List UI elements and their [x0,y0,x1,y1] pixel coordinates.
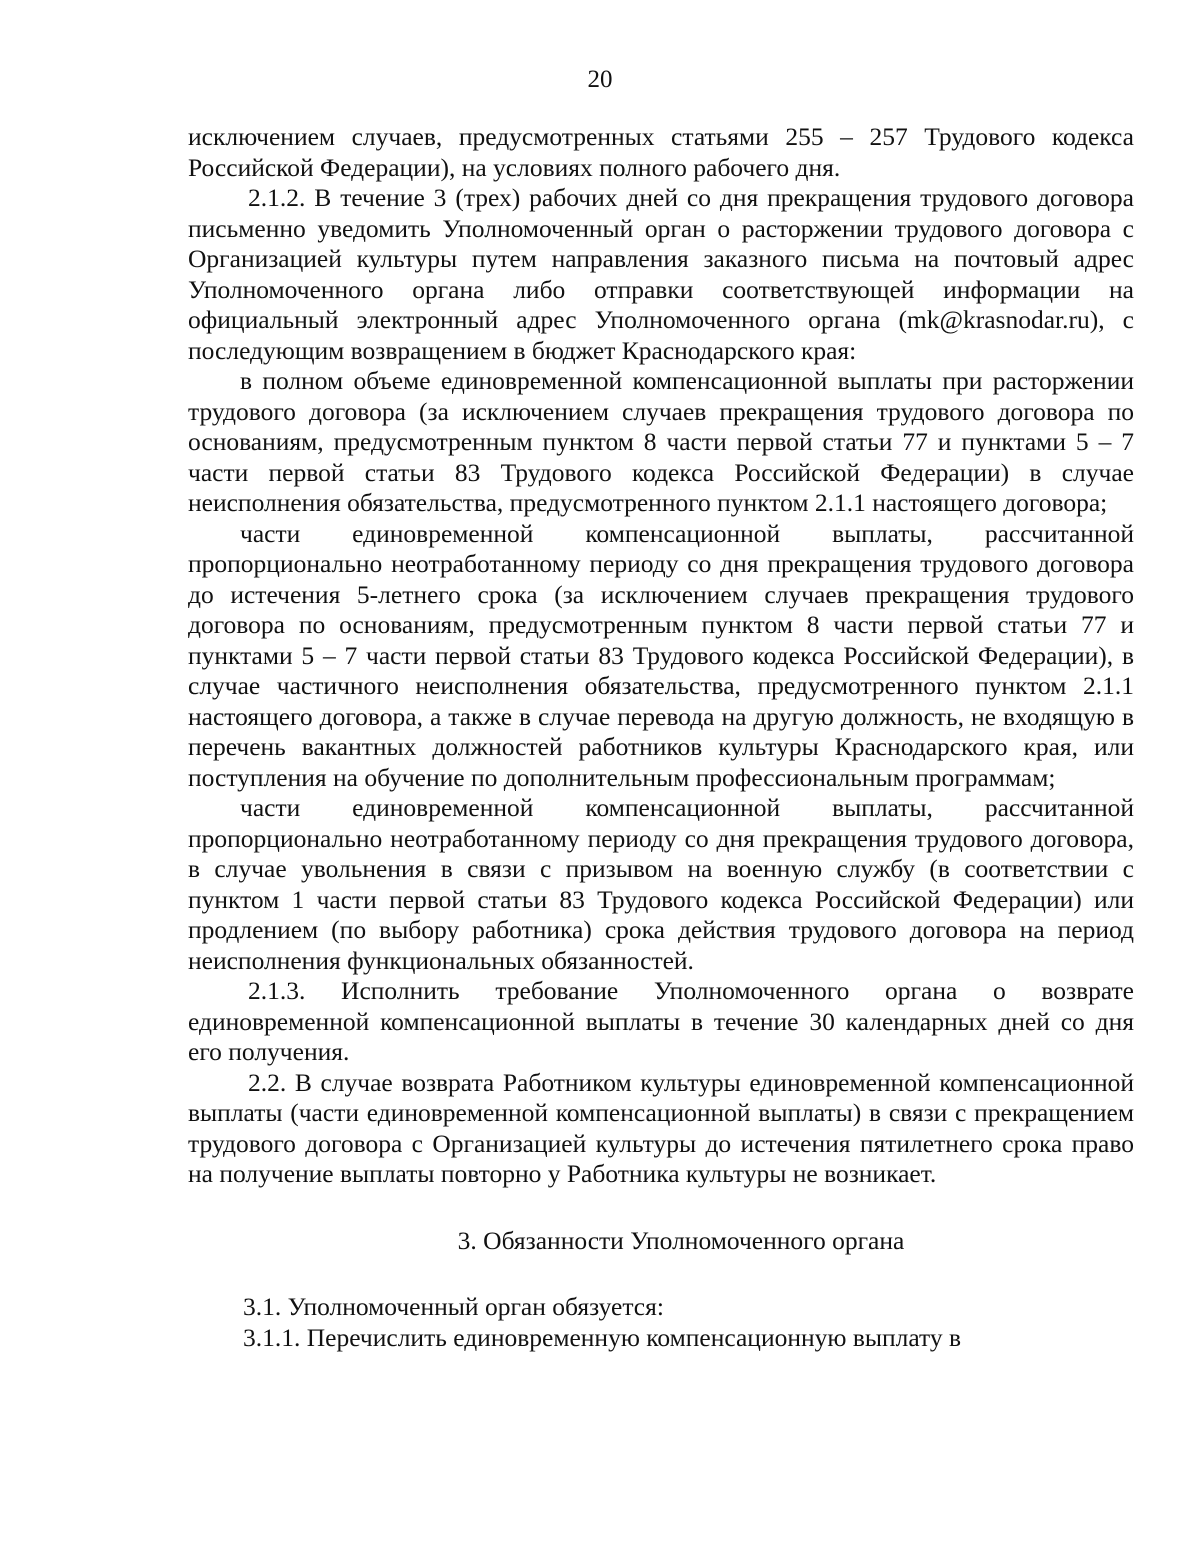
document-body [188,122,1134,1353]
paragraph-partial-refund: части единовременной компенсационной выплаты, рассчитанной пропорционально неотработанному периоду со дня прекращения трудового договора до истечения 5-летнего срока (за исключением случаев прекращения трудового договора по основаниям, предусмотренным пунктом 8 части первой статьи 77 и пунктами 5 – 7 части первой статьи 83 Трудового кодекса Российской Федерации), в случае частичного неисполнения обязательства, предусмотренного пунктом 2.1.1 настоящего договора, а также в случае перевода на другую должность, не входящую в перечень вакантных должностей работников культуры Краснодарского края, или поступления на обучение по дополнительным профессиональным программам; [188,518,1134,792]
paragraph-2-1-2: 2.1.2. В течение 3 (трех) рабочих дней со дня прекращения трудового договора письменно уведомить Уполномоченный орган о расторжении трудового договора с Организацией культуры путем направления заказного письма на почтовый адрес Уполномоченного органа либо отправки соответствующей информации на официальный электронный адрес Уполномоченного органа (mk@krasnodar.ru), с последующим возвращением в бюджет Краснодарского края: [188,183,1134,365]
paragraph-2-2: 2.2. В случае возврата Работником культуры единовременной компенсационной выплаты (части единовременной компенсационной выплаты) в связи с прекращением трудового договора с Организацией культуры до истечения пятилетнего срока право на получение выплаты повторно у Работника культуры не возникает. [188,1067,1134,1188]
paragraph-3-1: 3.1. Уполномоченный орган обязуется: [243,1292,664,1321]
paragraph-2-1-3: 2.1.3. Исполнить требование Уполномоченного органа о возврате единовременной компенсационной выплаты в течение 30 календарных дней со дня его получения. [188,976,1134,1066]
page-number: 20 [587,66,613,93]
paragraph-military-refund: части единовременной компенсационной выплаты, рассчитанной пропорционально неотработанному периоду со дня прекращения трудового договора, в случае увольнения в связи с призывом на военную службу (в соответствии с пунктом 1 части первой статьи 83 Трудового кодекса Российской Федерации) или продлением (по выбору работника) срока действия трудового договора на период неисполнения функциональных обязанностей. [188,793,1134,975]
paragraph-full-refund: в полном объеме единовременной компенсационной выплаты при расторжении трудового договора (за исключением случаев прекращения трудового договора по основаниям, предусмотренным пунктом 8 части первой статьи 77 и пунктами 5 – 7 части первой статьи 83 Трудового кодекса Российской Федерации) в случае неисполнения обязательства, предусмотренного пунктом 2.1.1 настоящего договора; [188,366,1134,517]
paragraph-continuation: исключением случаев, предусмотренных статьями 255 – 257 Трудового кодекса Российской Федерации), на условиях полного рабочего дня. [188,122,1134,182]
section-heading: 3. Обязанности Уполномоченного органа [457,1225,905,1255]
paragraph-3-1-1: 3.1.1. Перечислить единовременную компенсационную выплату в [243,1322,961,1352]
